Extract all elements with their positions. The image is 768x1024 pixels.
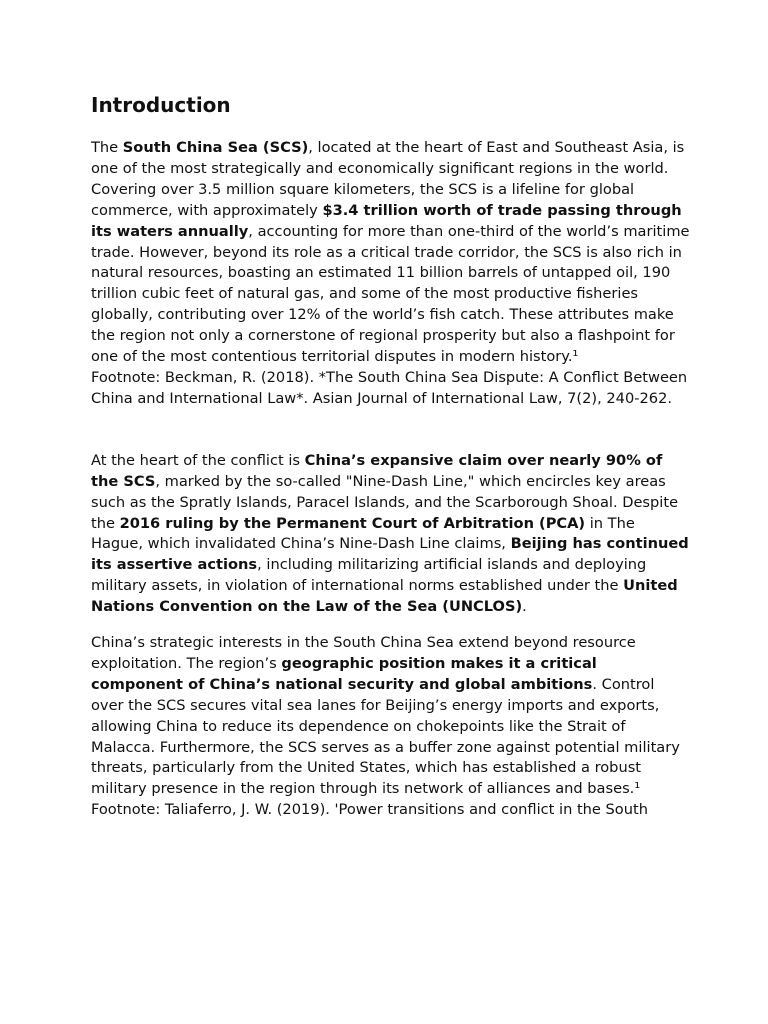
paragraph-intro	[91, 138, 691, 368]
bold-text: China’s expansive claim over nearly 90% of the SCS	[91, 451, 663, 490]
footnote: Footnote: Beckman, R. (2018). *The South China Sea Dispute: A Conflict Between China and International Law*. Asian Journal of International Law, 7(2), 240-262.	[91, 368, 688, 407]
paragraph-text: , including militarizing artificial islands and deploying military assets, in violation of international norms established under the	[91, 556, 647, 595]
paragraph-spacer	[91, 618, 691, 633]
bold-text: Beijing has continued its assertive actions	[91, 535, 689, 574]
paragraph-strategic	[91, 633, 691, 800]
section-heading: Introduction	[91, 93, 231, 117]
paragraph-text: The	[91, 139, 123, 156]
bold-text: United Nations Convention on the Law of the Sea (UNCLOS)	[91, 577, 678, 616]
paragraph-text: China’s strategic interests in the South China Sea extend beyond resource exploitation. The region’s	[91, 634, 636, 672]
paragraph-spacer	[91, 410, 691, 451]
paragraph-text: , accounting for more than one-third of the world’s maritime trade. However, beyond its role as a critical trade corridor, the SCS is also rich in natural resources, boasting an estimated 11 billion barrels of untapped oil, 190 trillion cubic feet of natural gas, and some of the most productive fisheries globally, contributing over 12% of the world’s fish catch. These attributes make the region not only a cornerstone of regional prosperity but also a flashpoint for one of the most contentious territorial disputes in modern history.¹	[91, 222, 690, 366]
paragraph-conflict	[91, 451, 691, 618]
paragraph-text: , located at the heart of East and Southeast Asia, is one of the most strategically and economically significant regions in the world. Covering over 3.5 million square kilometers, the SCS is a lifeline for global commerce, with approximately	[91, 139, 685, 219]
paragraph-text: in The Hague, which invalidated China’s Nine-Dash Line claims,	[91, 514, 635, 553]
paragraph-text: .	[522, 598, 527, 616]
bold-text: $3.4 trillion worth of trade passing through its waters annually	[91, 201, 682, 240]
bold-text: 2016 ruling by the Permanent Court of Arbitration (PCA)	[119, 514, 586, 532]
paragraph-text: , marked by the so-called "Nine-Dash Line," which encircles key areas such as the Spratly Islands, Paracel Islands, and the Scarborough Shoal. Despite the	[91, 472, 679, 532]
bold-text: South China Sea (SCS)	[122, 139, 309, 156]
paragraph-text: At the heart of the conflict is	[91, 451, 305, 469]
footnote: Footnote: Taliaferro, J. W. (2019). 'Power transitions and conflict in the South	[91, 801, 648, 819]
paragraph-text: . Control over the SCS secures vital sea lanes for Beijing’s energy imports and exports, allowing China to reduce its dependence on chokepoints like the Strait of Malacca. Furthermore, the SCS serves as a buffer zone against potential military threats, particularly from the United States, which has established a robust military presence in the region through its network of alliances and bases.¹	[91, 675, 680, 798]
document-page	[91, 91, 691, 821]
bold-text: geographic position makes it a critical component of China’s national security and global ambitions	[91, 654, 597, 693]
